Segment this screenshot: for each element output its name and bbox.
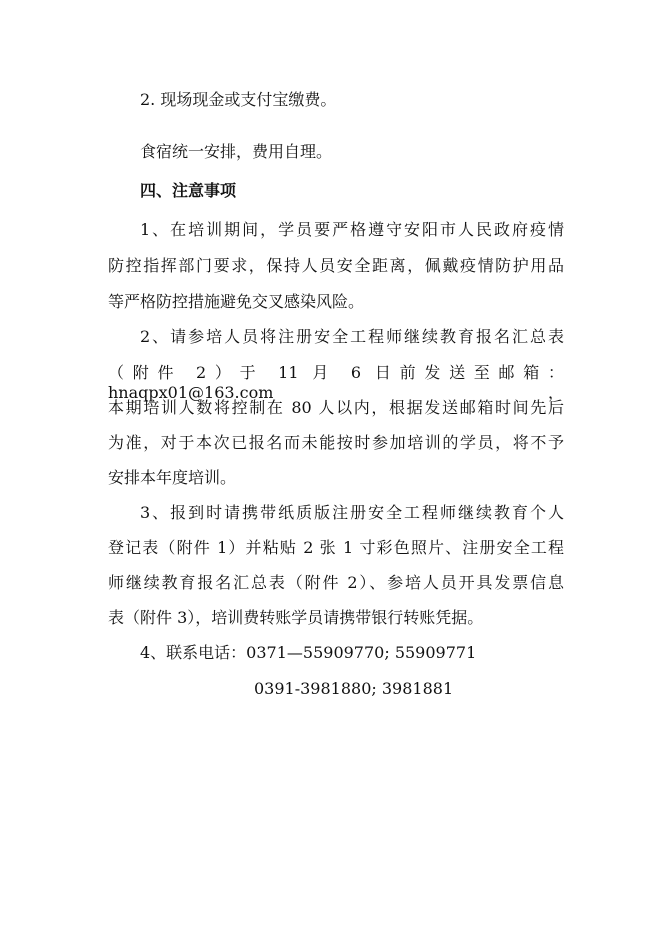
notice-item-3-line-2: 登记表（附件 1）并粘贴 2 张 1 寸彩色照片、注册安全工程: [108, 538, 564, 557]
payment-option-2: 2. 现场现金或支付宝缴费。: [140, 90, 337, 109]
board-lodging-note: 食宿统一安排，费用自理。: [140, 142, 333, 161]
notice-item-3-line-3: 师继续教育报名汇总表（附件 2）、参培人员开具发票信息: [108, 573, 564, 592]
notice-item-1-line-2: 防控指挥部门要求，保持人员安全距离，佩戴疫情防护用品: [108, 256, 564, 275]
notice-item-2-line-3: 本期培训人数将控制在 80 人以内，根据发送邮箱时间先后: [108, 398, 564, 417]
notice-item-2-line-1: 2、请参培人员将注册安全工程师继续教育报名汇总表: [140, 327, 564, 346]
notice-item-2-line-5: 安排本年度培训。: [108, 468, 237, 487]
contact-phone-line-1: 4、联系电话：0371—55909770; 55909771: [140, 643, 477, 662]
notice-item-3-line-1: 3、报到时请携带纸质版注册安全工程师继续教育个人: [140, 503, 564, 522]
notice-item-1-line-1: 1、在培训期间，学员要严格遵守安阳市人民政府疫情: [140, 220, 564, 239]
section-heading: 四、注意事项: [140, 181, 237, 200]
notice-item-3-line-4: 表（附件 3），培训费转账学员请携带银行转账凭据。: [108, 608, 484, 627]
notice-item-2-line-4: 为准，对于本次已报名而未能按时参加培训的学员，将不予: [108, 433, 564, 452]
notice-item-1-line-3: 等严格防控措施避免交叉感染风险。: [108, 292, 365, 311]
contact-phone-line-2: 0391-3981880; 3981881: [254, 679, 454, 698]
notice-item-2-line-2: （附件 2）于 11 月 6 日前发送至邮箱： hnaqpx01@163.com，: [108, 363, 564, 402]
